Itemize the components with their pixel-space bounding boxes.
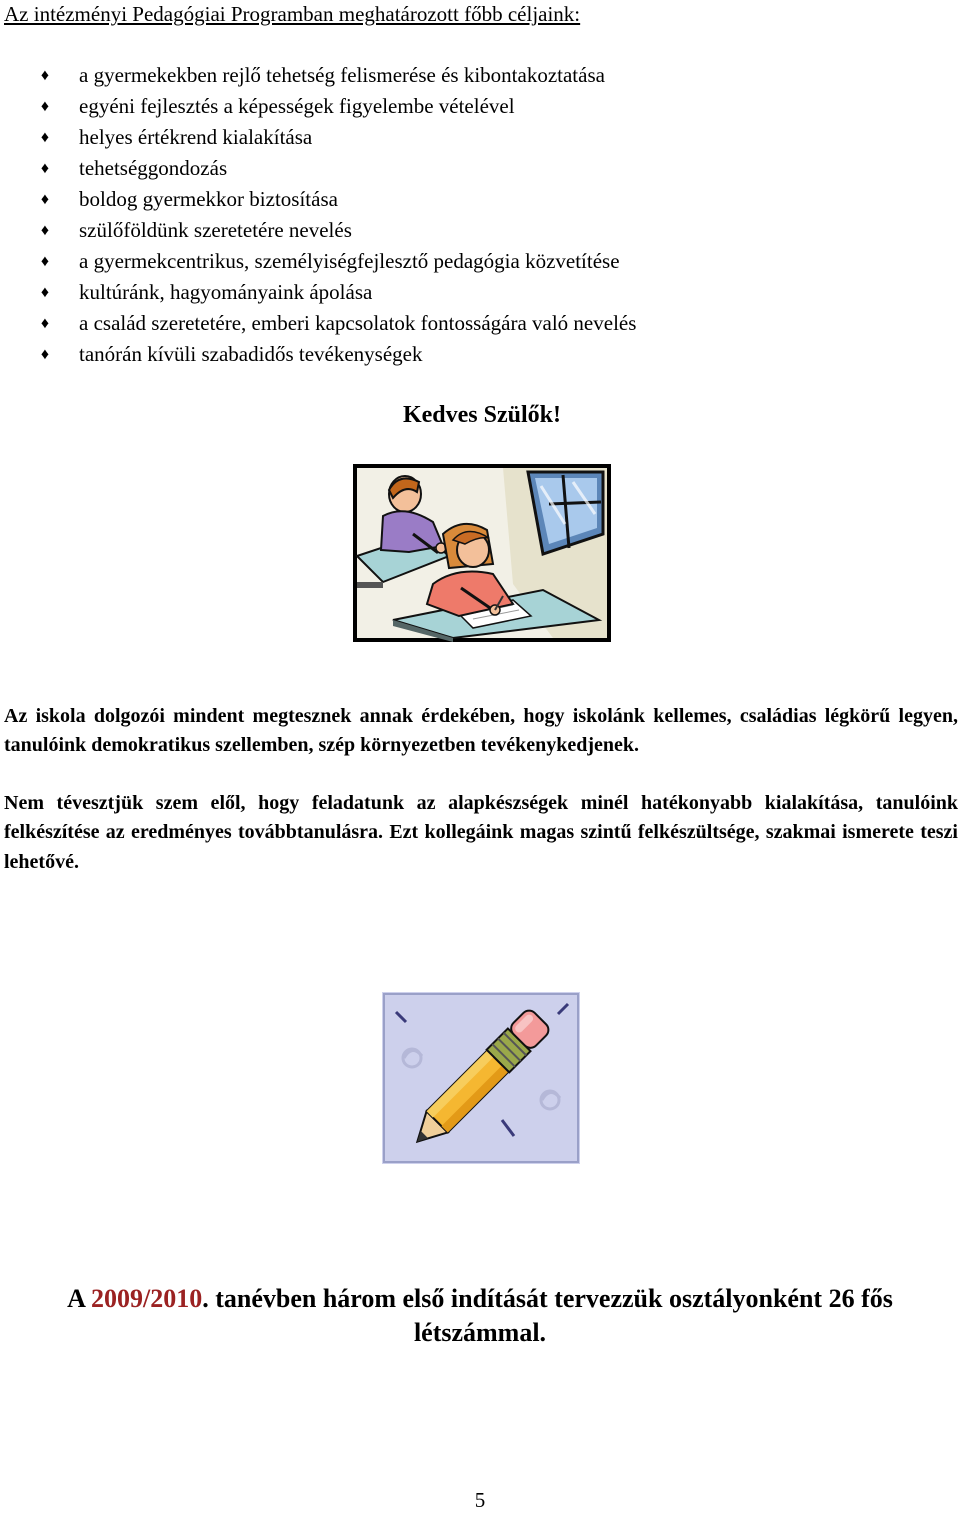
plan-prefix: A bbox=[67, 1284, 91, 1313]
section-heading: Az intézményi Pedagógiai Programban meghatározott főbb céljaink: bbox=[4, 2, 581, 26]
students-studying-clipart bbox=[353, 464, 611, 642]
paragraph-school-staff: Az iskola dolgozói mindent megtesznek annak érdekében, hogy iskolánk kellemes, családias légkörű legyen, tanulóink demokratikus szellemben, szép környezetben tevékenykedjenek. bbox=[4, 705, 958, 757]
diamond-bullet-icon: ♦ bbox=[40, 160, 50, 177]
greeting-text: Kedves Szülők! bbox=[402, 402, 561, 428]
enrollment-plan bbox=[0, 1282, 960, 1350]
diamond-bullet-icon: ♦ bbox=[40, 346, 50, 363]
list-item bbox=[38, 122, 636, 153]
diamond-bullet-icon: ♦ bbox=[40, 191, 50, 208]
list-item bbox=[38, 215, 636, 246]
list-item bbox=[38, 184, 636, 215]
diamond-bullet-icon: ♦ bbox=[40, 315, 50, 332]
goals-list bbox=[38, 60, 636, 370]
pencil-clipart bbox=[382, 992, 580, 1164]
goal-text: a gyermekcentrikus, személyiségfejlesztő pedagógia közvetítése bbox=[79, 249, 620, 273]
goal-text: tehetséggondozás bbox=[79, 156, 228, 180]
list-item bbox=[38, 91, 636, 122]
school-year: 2009/2010 bbox=[90, 1284, 203, 1313]
plan-suffix: . tanévben három első indítását tervezzük osztályonként 26 fős létszámmal. bbox=[202, 1284, 893, 1347]
list-item bbox=[38, 277, 636, 308]
list-item bbox=[38, 339, 636, 370]
goal-text: tanórán kívüli szabadidős tevékenységek bbox=[79, 342, 423, 366]
goal-text: a család szeretetére, emberi kapcsolatok fontosságára való nevelés bbox=[79, 311, 637, 335]
diamond-bullet-icon: ♦ bbox=[40, 67, 50, 84]
paragraph-goals: Nem tévesztjük szem elől, hogy feladatunk az alapkészségek minél hatékonyabb kialakítása, tanulóink felkészítése az eredményes továbbtanulásra. Ezt kollegáink magas szintű felkészültsége, szakmai ismerete teszi lehetővé. bbox=[4, 792, 958, 873]
greeting bbox=[0, 402, 960, 429]
goal-text: helyes értékrend kialakítása bbox=[79, 125, 313, 149]
goal-text: a gyermekekben rejlő tehetség felismerése és kibontakoztatása bbox=[79, 63, 605, 87]
diamond-bullet-icon: ♦ bbox=[40, 98, 50, 115]
goal-text: boldog gyermekkor biztosítása bbox=[79, 187, 338, 211]
page-number: 5 bbox=[474, 1488, 486, 1512]
list-item bbox=[38, 60, 636, 91]
list-item bbox=[38, 153, 636, 184]
list-item bbox=[38, 246, 636, 277]
diamond-bullet-icon: ♦ bbox=[40, 284, 50, 301]
goal-text: kultúránk, hagyományaink ápolása bbox=[79, 280, 373, 304]
goal-text: szülőföldünk szeretetére nevelés bbox=[79, 218, 352, 242]
goal-text: egyéni fejlesztés a képességek figyelembe vételével bbox=[79, 94, 515, 118]
list-item bbox=[38, 308, 636, 339]
diamond-bullet-icon: ♦ bbox=[40, 129, 50, 146]
diamond-bullet-icon: ♦ bbox=[40, 222, 50, 239]
diamond-bullet-icon: ♦ bbox=[40, 253, 50, 270]
